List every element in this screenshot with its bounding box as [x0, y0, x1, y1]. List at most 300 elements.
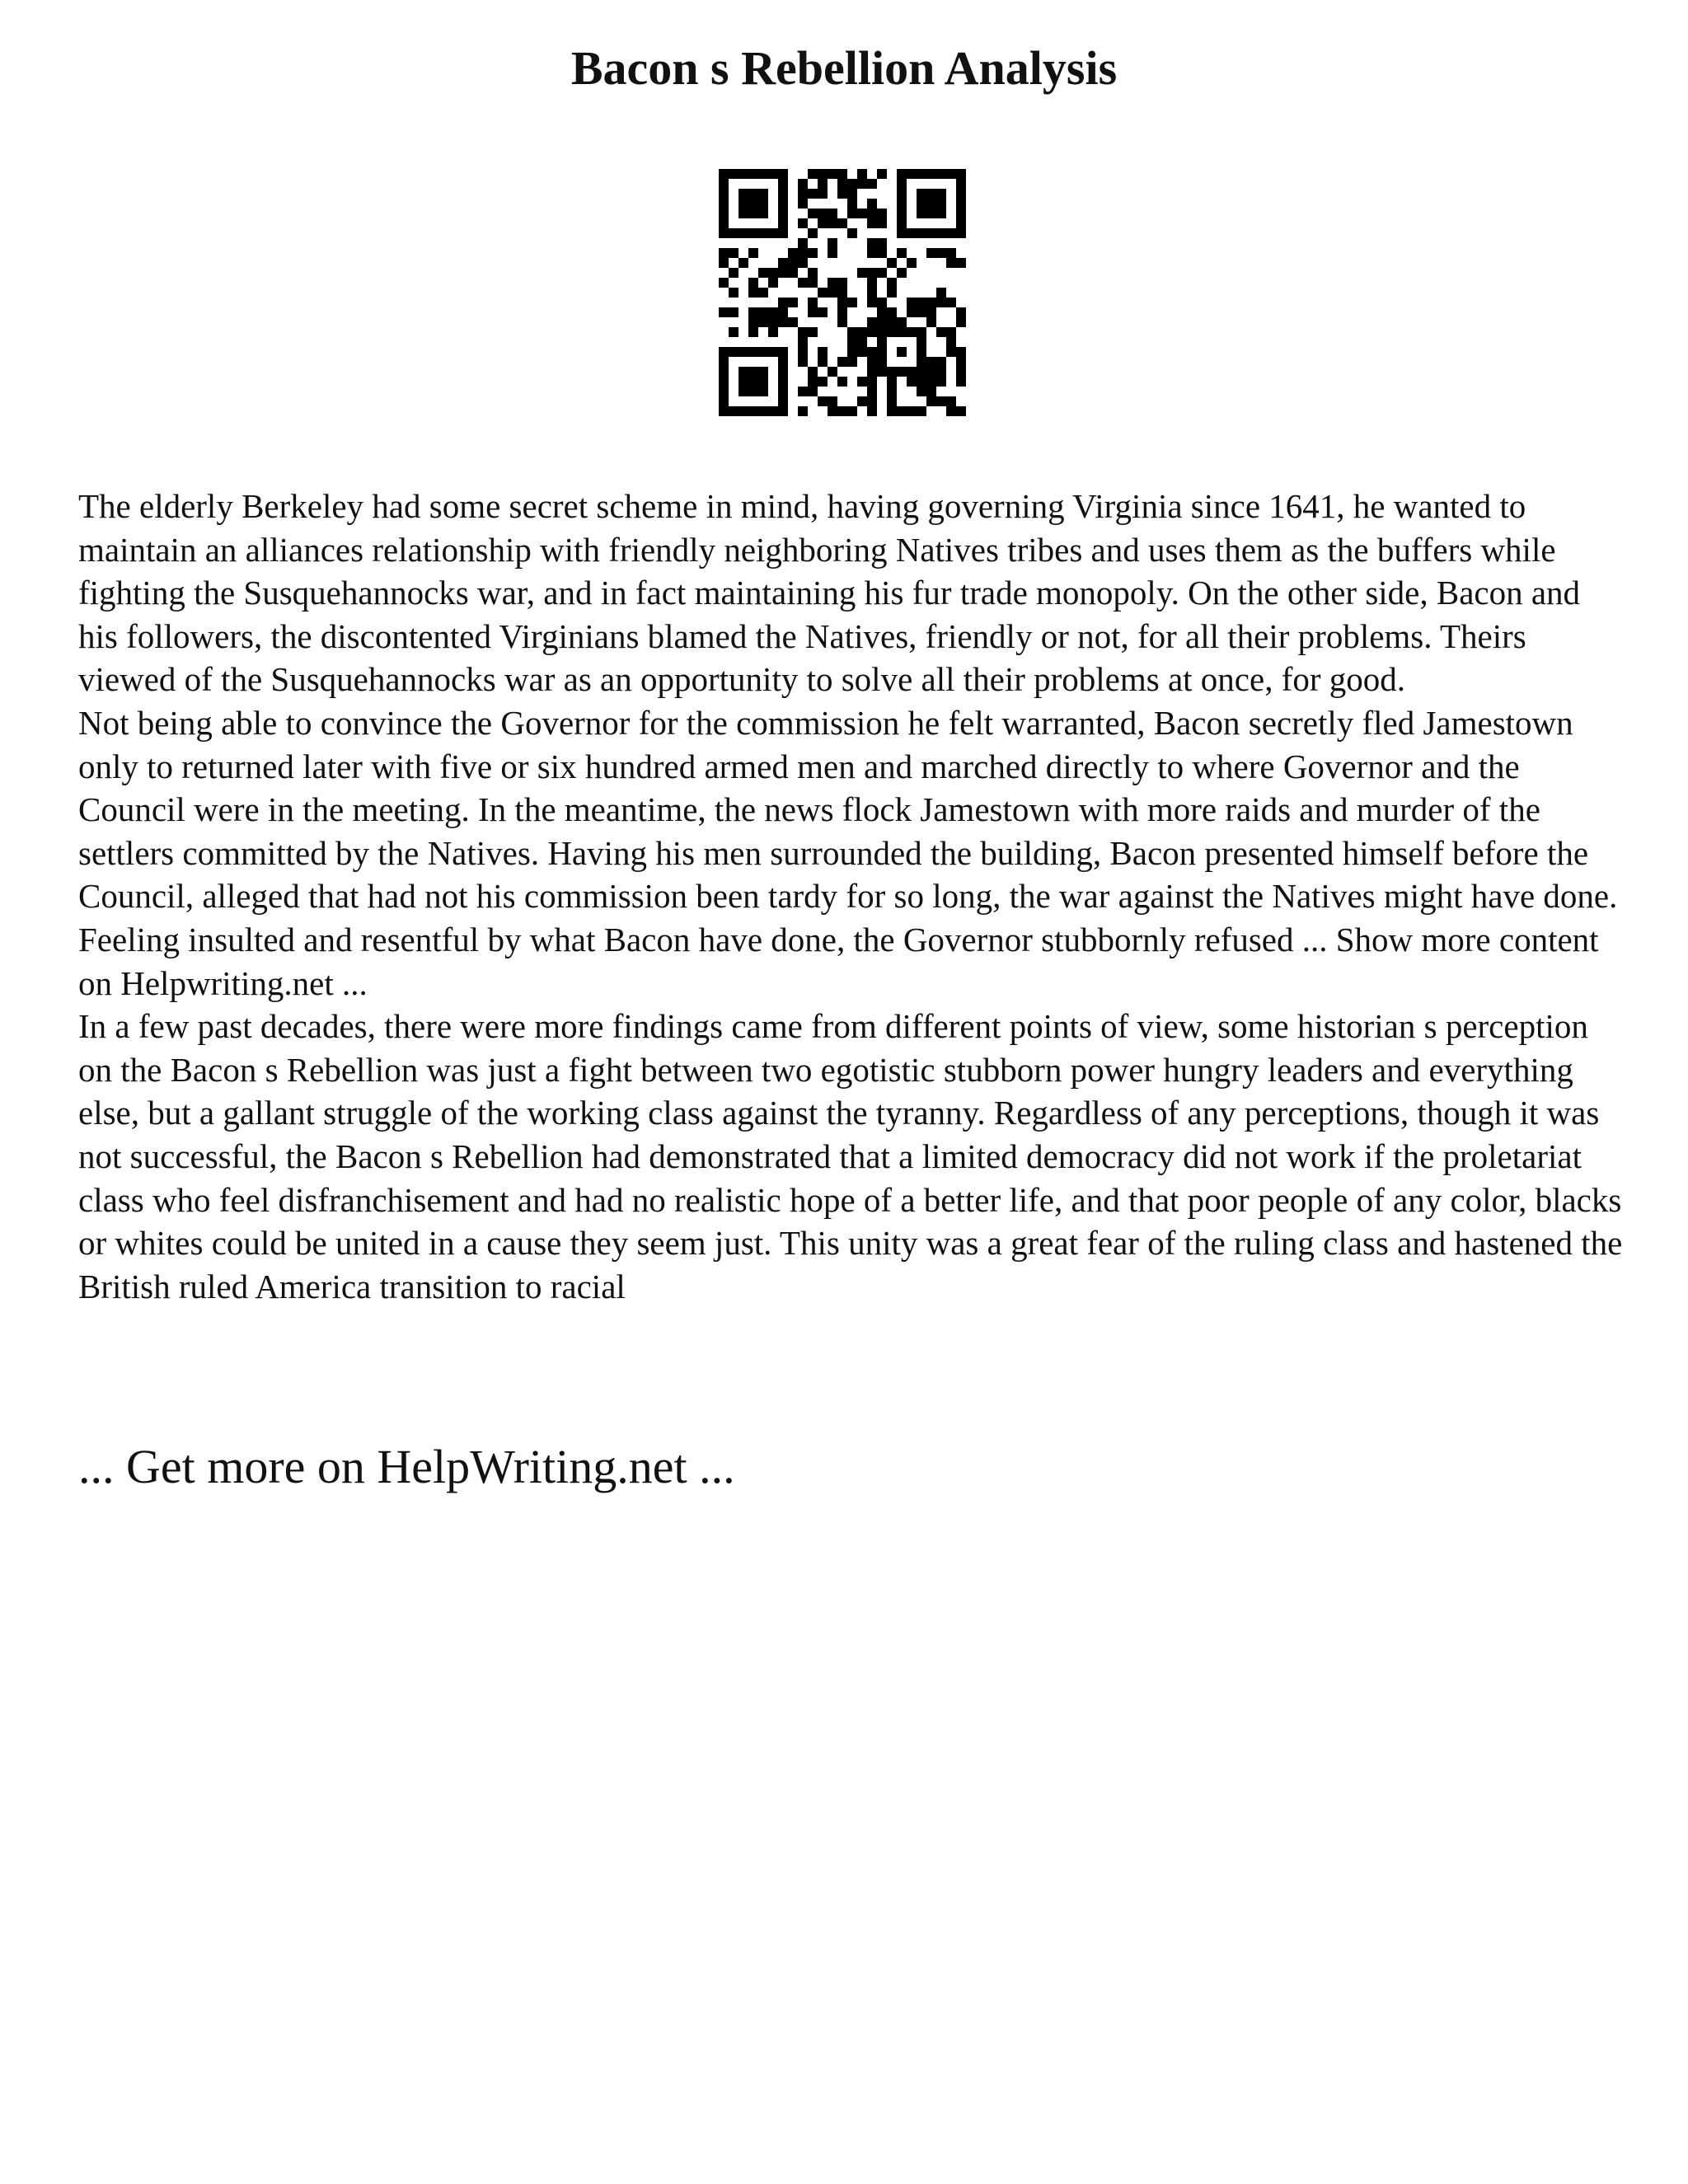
qr-module — [917, 298, 926, 307]
qr-module — [778, 347, 788, 357]
qr-module — [748, 387, 758, 396]
qr-module — [857, 268, 867, 278]
qr-module — [926, 189, 936, 199]
qr-module — [956, 406, 966, 416]
qr-module — [936, 248, 946, 258]
qr-module — [798, 406, 808, 416]
qr-module — [956, 218, 966, 228]
qr-module — [877, 298, 887, 307]
qr-module — [778, 228, 788, 238]
qr-module — [857, 377, 867, 387]
qr-module — [719, 169, 729, 179]
qr-module — [828, 209, 837, 218]
qr-module — [936, 209, 946, 218]
qr-module — [798, 327, 808, 337]
qr-module — [917, 377, 926, 387]
qr-module — [946, 347, 956, 357]
qr-module — [907, 298, 917, 307]
qr-module — [837, 317, 847, 327]
qr-module — [867, 347, 877, 357]
qr-module — [887, 317, 897, 327]
qr-module — [946, 298, 956, 307]
qr-module — [956, 258, 966, 268]
paragraph: Not being able to convince the Governor for the commission he felt warranted, Bacon secretly fled Jamestown only to returned later with five or six hundred armed men and marched directly to where Governor and the Council were in the meeting. In the meantime, the news flock Jamestown with more raids and murder of the settlers committed by the Natives. Having his men surrounded the building, Bacon presented himself before the Council, alleged that had not his commission been tardy for so long, the war against the Natives might have done. Feeling insulted and resentful by what Bacon have done, the Governor stubbornly refused ... Show more content on Helpwriting.net ... — [78, 703, 1618, 1002]
qr-module — [936, 199, 946, 209]
qr-module — [818, 307, 828, 317]
qr-module — [719, 347, 729, 357]
qr-module — [887, 258, 897, 268]
qr-module — [897, 248, 907, 258]
qr-module — [887, 387, 897, 396]
qr-module — [946, 406, 956, 416]
qr-module — [837, 298, 847, 307]
qr-module — [758, 288, 768, 298]
qr-module — [788, 298, 798, 307]
qr-module — [719, 189, 729, 199]
qr-module — [798, 337, 808, 347]
qr-module — [719, 396, 729, 406]
qr-module — [738, 406, 748, 416]
qr-module — [867, 199, 877, 209]
qr-module — [719, 258, 729, 268]
qr-module — [748, 317, 758, 327]
qr-module — [768, 327, 778, 337]
qr-module — [936, 396, 946, 406]
qr-module — [828, 367, 837, 377]
qr-module — [808, 307, 818, 317]
qr-module — [867, 179, 877, 189]
qr-module — [956, 199, 966, 209]
qr-code-graphic — [719, 169, 966, 416]
qr-module — [748, 278, 758, 288]
qr-module — [926, 357, 936, 367]
qr-module — [768, 278, 778, 288]
qr-module — [808, 189, 818, 199]
qr-module — [917, 387, 926, 396]
qr-module — [926, 396, 936, 406]
qr-module — [798, 238, 808, 248]
qr-module — [808, 209, 818, 218]
qr-module — [946, 396, 956, 406]
qr-module — [808, 367, 818, 377]
qr-module — [867, 248, 877, 258]
qr-module — [778, 298, 788, 307]
qr-module — [719, 406, 729, 416]
qr-module — [917, 199, 926, 209]
qr-module — [926, 248, 936, 258]
qr-module — [738, 367, 748, 377]
qr-module — [946, 169, 956, 179]
qr-module — [847, 228, 857, 238]
qr-module — [897, 406, 907, 416]
qr-module — [936, 327, 946, 337]
qr-module — [798, 278, 808, 288]
qr-module — [897, 268, 907, 278]
qr-module — [748, 228, 758, 238]
qr-module — [768, 169, 778, 179]
qr-module — [897, 179, 907, 189]
qr-module — [926, 307, 936, 317]
qr-module — [907, 367, 917, 377]
qr-module — [748, 327, 758, 337]
qr-module — [729, 288, 738, 298]
qr-module — [926, 199, 936, 209]
qr-module — [887, 367, 897, 377]
qr-module — [907, 406, 917, 416]
qr-module — [897, 218, 907, 228]
qr-module — [798, 258, 808, 268]
qr-module — [798, 199, 808, 209]
qr-module — [847, 209, 857, 218]
qr-module — [778, 387, 788, 396]
qr-module — [917, 367, 926, 377]
qr-module — [808, 228, 818, 238]
qr-module — [926, 387, 936, 396]
qr-module — [758, 387, 768, 396]
qr-module — [798, 347, 808, 357]
qr-module — [917, 169, 926, 179]
qr-module — [867, 327, 877, 337]
qr-module — [837, 169, 847, 179]
qr-code-icon[interactable] — [719, 169, 966, 416]
qr-module — [897, 209, 907, 218]
qr-module — [758, 347, 768, 357]
qr-module — [887, 406, 897, 416]
qr-module — [738, 347, 748, 357]
qr-module — [857, 396, 867, 406]
qr-module — [798, 179, 808, 189]
qr-module — [897, 189, 907, 199]
qr-module — [729, 327, 738, 337]
qr-module — [719, 209, 729, 218]
qr-module — [837, 406, 847, 416]
qr-module — [798, 387, 808, 396]
qr-module — [877, 268, 887, 278]
qr-module — [897, 169, 907, 179]
qr-module — [798, 189, 808, 199]
qr-module — [887, 396, 897, 406]
qr-module — [847, 347, 857, 357]
qr-module — [956, 307, 966, 317]
qr-module — [788, 317, 798, 327]
qr-module — [798, 218, 808, 228]
qr-module — [877, 347, 887, 357]
qr-module — [946, 248, 956, 258]
qr-module — [877, 209, 887, 218]
qr-module — [926, 228, 936, 238]
qr-module — [956, 169, 966, 179]
qr-module — [867, 357, 877, 367]
qr-module — [748, 367, 758, 377]
qr-module — [946, 258, 956, 268]
qr-module — [956, 228, 966, 238]
qr-module — [778, 406, 788, 416]
qr-module — [946, 228, 956, 238]
qr-module — [887, 307, 897, 317]
qr-module — [847, 357, 857, 367]
qr-module — [758, 189, 768, 199]
qr-module — [847, 298, 857, 307]
qr-module — [758, 307, 768, 317]
qr-module — [926, 169, 936, 179]
qr-module — [748, 199, 758, 209]
qr-module — [748, 406, 758, 416]
get-more-link[interactable]: ... Get more on HelpWriting.net ... — [78, 1440, 735, 1493]
qr-module — [748, 307, 758, 317]
qr-module — [847, 327, 857, 337]
qr-module — [828, 218, 837, 228]
qr-module — [808, 387, 818, 396]
qr-module — [729, 169, 738, 179]
qr-module — [936, 367, 946, 377]
qr-module — [867, 278, 877, 288]
qr-module — [808, 377, 818, 387]
qr-module — [936, 357, 946, 367]
qr-module — [748, 189, 758, 199]
qr-module — [719, 377, 729, 387]
qr-module — [768, 347, 778, 357]
qr-module — [897, 199, 907, 209]
qr-module — [758, 199, 768, 209]
qr-module — [946, 337, 956, 347]
qr-module — [778, 169, 788, 179]
qr-module — [867, 406, 877, 416]
qr-module — [917, 327, 926, 337]
qr-module — [956, 317, 966, 327]
qr-module — [719, 387, 729, 396]
qr-module — [936, 228, 946, 238]
qr-module — [719, 367, 729, 377]
qr-module — [907, 327, 917, 337]
qr-module — [758, 228, 768, 238]
qr-module — [808, 248, 818, 258]
qr-module — [719, 179, 729, 189]
qr-module — [808, 327, 818, 337]
qr-module — [719, 199, 729, 209]
qr-module — [719, 218, 729, 228]
qr-module — [788, 248, 798, 258]
qr-module — [956, 377, 966, 387]
qr-module — [936, 288, 946, 298]
qr-module — [818, 218, 828, 228]
qr-module — [778, 209, 788, 218]
qr-module — [818, 189, 828, 199]
qr-module — [917, 307, 926, 317]
qr-module — [907, 228, 917, 238]
qr-module — [837, 288, 847, 298]
qr-module — [818, 169, 828, 179]
qr-module — [778, 367, 788, 377]
qr-module — [877, 337, 887, 347]
qr-module — [917, 406, 926, 416]
qr-module — [768, 268, 778, 278]
qr-module — [867, 238, 877, 248]
qr-module — [917, 189, 926, 199]
qr-module — [818, 357, 828, 367]
qr-module — [729, 406, 738, 416]
qr-module — [828, 238, 837, 248]
qr-module — [917, 228, 926, 238]
qr-module — [719, 248, 729, 258]
qr-module — [847, 406, 857, 416]
qr-module — [867, 268, 877, 278]
qr-module — [828, 169, 837, 179]
qr-module — [758, 377, 768, 387]
qr-module — [907, 377, 917, 387]
qr-module — [758, 209, 768, 218]
paragraph: In a few past decades, there were more findings came from different points of view, some historian s perception on the Bacon s Rebellion was just a fight between two egotistic stubborn power hungry leaders and everything else, but a gallant struggle of the working class against the tyranny. Regardless of any perceptions, though it was not successful, the Bacon s Rebellion had demonstrated that a limited democracy did not work if the proletariat class who feel disfranchisement and had no realistic hope of a better life, and that poor people of any color, blacks or whites could be united in a cause they seem just. This unity was a great fear of the ruling class and hastened the British ruled America transition to racial — [78, 1007, 1623, 1305]
qr-module — [808, 278, 818, 288]
qr-module — [936, 298, 946, 307]
qr-module — [818, 377, 828, 387]
qr-module — [897, 317, 907, 327]
qr-module — [738, 189, 748, 199]
qr-module — [857, 209, 867, 218]
qr-module — [768, 406, 778, 416]
qr-module — [897, 228, 907, 238]
qr-module — [729, 307, 738, 317]
qr-module — [847, 337, 857, 347]
qr-module — [956, 367, 966, 377]
qr-module — [867, 367, 877, 377]
qr-module — [926, 298, 936, 307]
qr-module — [926, 367, 936, 377]
page-title: Bacon s Rebellion Analysis — [570, 41, 1118, 95]
qr-module — [778, 179, 788, 189]
qr-module — [738, 199, 748, 209]
qr-module — [867, 387, 877, 396]
qr-module — [887, 377, 897, 387]
qr-module — [887, 288, 897, 298]
qr-module — [729, 268, 738, 278]
qr-module — [956, 347, 966, 357]
qr-module — [867, 377, 877, 387]
qr-module — [907, 307, 917, 317]
qr-module — [788, 268, 798, 278]
qr-module — [768, 317, 778, 327]
qr-module — [758, 367, 768, 377]
qr-module — [808, 268, 818, 278]
qr-module — [738, 169, 748, 179]
qr-module — [758, 268, 768, 278]
qr-module — [818, 209, 828, 218]
qr-module — [748, 288, 758, 298]
qr-module — [936, 169, 946, 179]
qr-module — [867, 209, 877, 218]
qr-module — [946, 327, 956, 337]
qr-module — [788, 258, 798, 268]
qr-module — [768, 307, 778, 317]
qr-module — [857, 327, 867, 337]
qr-module — [837, 307, 847, 317]
qr-module — [719, 278, 729, 288]
qr-module — [778, 199, 788, 209]
qr-module — [956, 189, 966, 199]
qr-module — [818, 396, 828, 406]
qr-module — [778, 268, 788, 278]
qr-module — [748, 209, 758, 218]
qr-module — [956, 179, 966, 189]
qr-module — [877, 307, 887, 317]
qr-module — [818, 347, 828, 357]
qr-module — [808, 298, 818, 307]
qr-module — [857, 179, 867, 189]
qr-module — [867, 396, 877, 406]
qr-module — [926, 317, 936, 327]
qr-module — [897, 327, 907, 337]
qr-module — [729, 248, 738, 258]
qr-module — [917, 337, 926, 347]
qr-module — [877, 327, 887, 337]
qr-module — [887, 327, 897, 337]
qr-module — [818, 288, 828, 298]
qr-module — [867, 317, 877, 327]
qr-module — [877, 218, 887, 228]
qr-module — [907, 258, 917, 268]
qr-module — [877, 238, 887, 248]
qr-module — [867, 218, 877, 228]
qr-module — [877, 248, 887, 258]
qr-module — [837, 218, 847, 228]
qr-module — [738, 228, 748, 238]
qr-module — [837, 189, 847, 199]
qr-module — [808, 169, 818, 179]
qr-module — [729, 228, 738, 238]
qr-module — [847, 199, 857, 209]
qr-module — [828, 406, 837, 416]
qr-module — [926, 377, 936, 387]
qr-module — [738, 258, 748, 268]
qr-module — [828, 396, 837, 406]
qr-module — [778, 317, 788, 327]
qr-module — [837, 377, 847, 387]
qr-module — [907, 169, 917, 179]
qr-module — [956, 357, 966, 367]
qr-module — [837, 179, 847, 189]
qr-module — [926, 209, 936, 218]
qr-module — [778, 357, 788, 367]
qr-module — [897, 367, 907, 377]
qr-module — [748, 377, 758, 387]
qr-module — [738, 377, 748, 387]
qr-module — [936, 377, 946, 387]
qr-module — [738, 387, 748, 396]
qr-module — [828, 278, 837, 288]
qr-module — [897, 347, 907, 357]
qr-module — [798, 248, 808, 258]
qr-module — [837, 278, 847, 288]
qr-module — [748, 347, 758, 357]
qr-module — [857, 347, 867, 357]
qr-module — [887, 278, 897, 288]
qr-module — [847, 179, 857, 189]
qr-module — [768, 228, 778, 238]
qr-module — [778, 189, 788, 199]
qr-module — [729, 347, 738, 357]
paragraph: The elderly Berkeley had some secret scheme in mind, having governing Virginia since 1641, he wanted to maintain an alliances relationship with friendly neighboring Natives tribes and uses them as the buffers while fighting the Susquehannocks war, and in fact maintaining his fur trade monopoly. On the other side, Bacon and his followers, the discontented Virginians blamed the Natives, friendly or not, for all their problems. Theirs viewed of the Susquehannocks war as an opportunity to solve all their problems at once, for good. — [78, 487, 1581, 699]
qr-module — [847, 189, 857, 199]
qr-module — [917, 209, 926, 218]
qr-module — [956, 209, 966, 218]
qr-module — [719, 307, 729, 317]
qr-module — [778, 258, 788, 268]
qr-module — [778, 218, 788, 228]
qr-module — [719, 357, 729, 367]
qr-module — [748, 169, 758, 179]
qr-module — [758, 169, 768, 179]
qr-module — [857, 169, 867, 179]
qr-module — [828, 288, 837, 298]
